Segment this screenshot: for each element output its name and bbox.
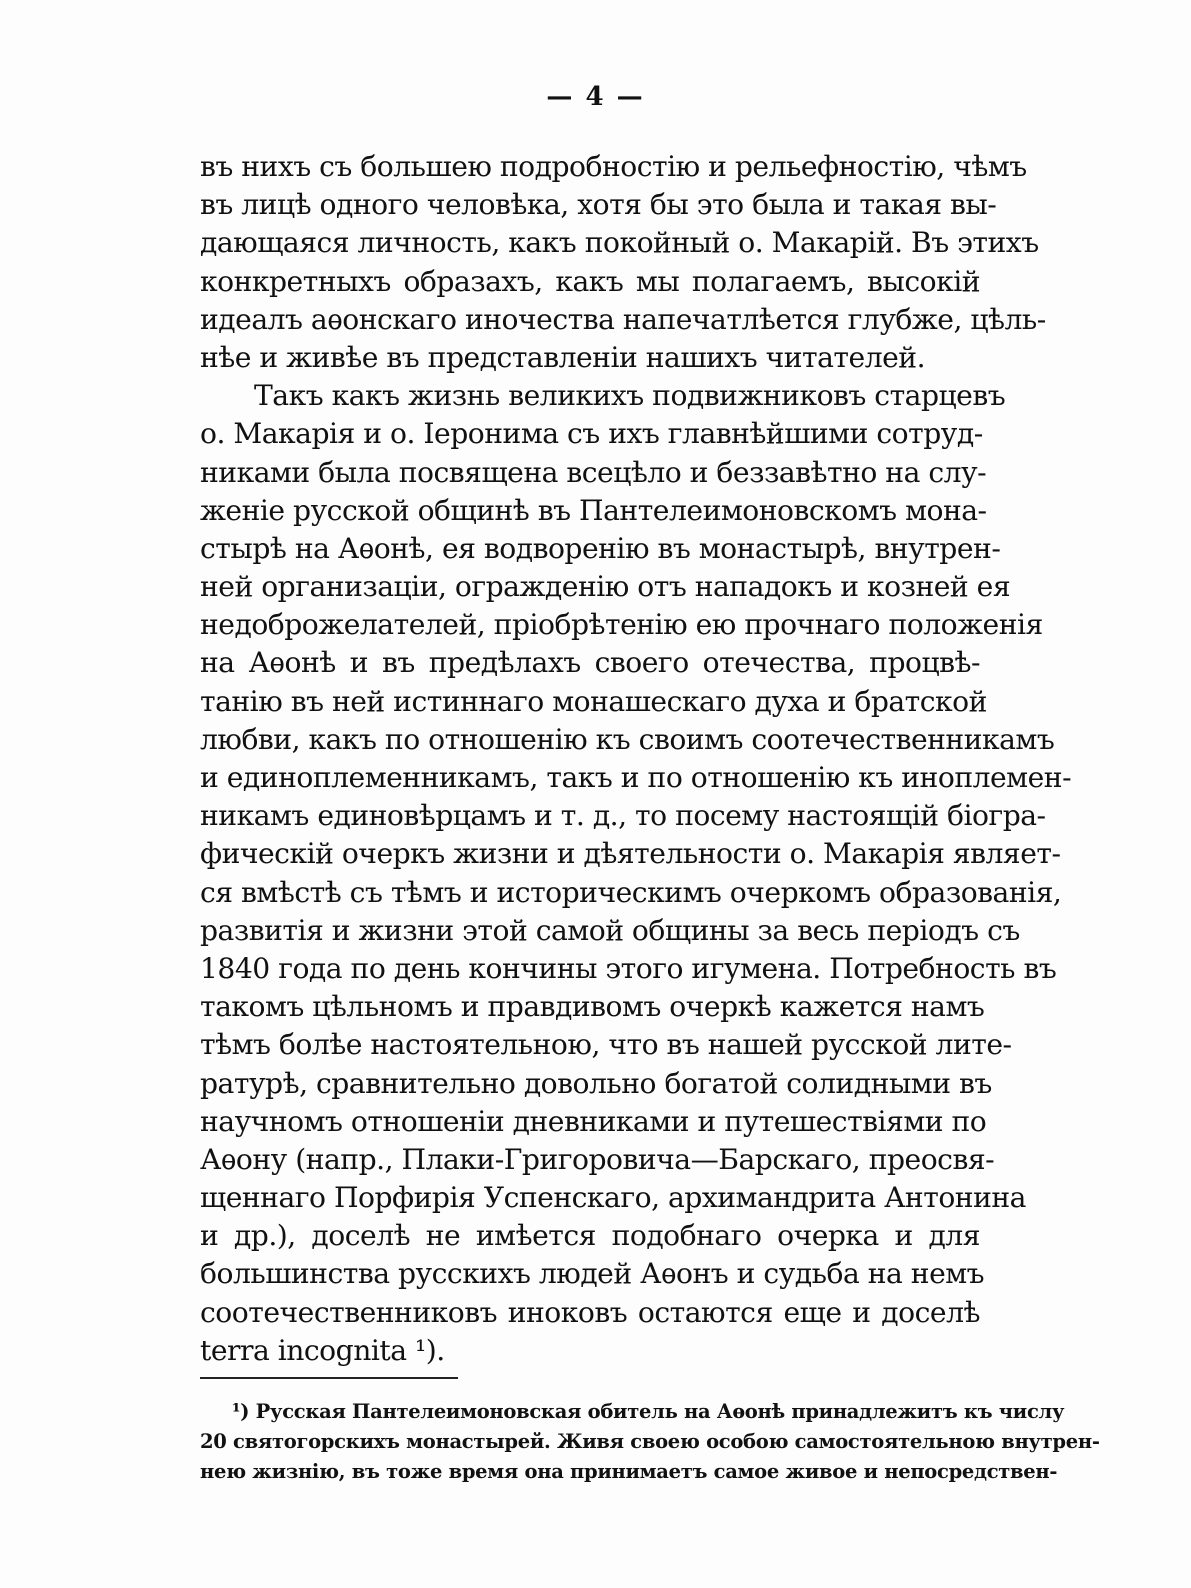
footnote-divider (200, 1377, 458, 1379)
text-line: тѣмъ болѣе настоятельною, что въ нашей русской лите- (200, 1028, 1012, 1062)
text-line: на Аѳонѣ и въ предѣлахъ своего отечества, процвѣ- (200, 646, 980, 680)
text-line: любви, какъ по отношенію къ своимъ соотечественникамъ (200, 722, 1055, 756)
text-line: щеннаго Порфирія Успенскаго, архимандрита Антонина (200, 1181, 1026, 1215)
text-line: большинства русскихъ людей Аѳонъ и судьба на немъ (200, 1257, 985, 1291)
page-number: — 4 — (546, 82, 645, 112)
text-line: о. Макарія и о. Іеронима съ ихъ главнѣйшими сотруд- (200, 417, 983, 451)
text-line: развитія и жизни этой самой общины за весь періодъ съ (200, 913, 1020, 947)
text-line: научномъ отношеніи дневниками и путешествіями по (200, 1104, 987, 1138)
text-line: 1840 года по день кончины этого игумена. Потребность въ (200, 951, 1057, 985)
text-line: ся вмѣстѣ съ тѣмъ и историческимъ очеркомъ образованія, (200, 875, 1062, 909)
text-line: ратурѣ, сравнительно довольно богатой солидными въ (200, 1066, 992, 1100)
text-line: нѣе и живѣе въ представленіи нашихъ читателей. (200, 340, 926, 374)
main-text (200, 148, 1072, 1370)
text-line: такомъ цѣльномъ и правдивомъ очеркѣ кажется намъ (200, 990, 985, 1024)
text-line: Аѳону (напр., Плаки-Григоровича—Барскаго, преосвя- (200, 1142, 995, 1176)
footnote-line: нею жизнію, въ тоже время она принимаетъ самое живое и непосредствен- (200, 1460, 1058, 1483)
text-line: недоброжелателей, пріобрѣтенію ею прочнаго положенія (200, 608, 1043, 642)
text-line: въ лицѣ одного человѣка, хотя бы это была и такая вы- (200, 188, 997, 222)
text-line: конкретныхъ образахъ, какъ мы полагаемъ, высокій (200, 264, 980, 298)
text-line: Такъ какъ жизнь великихъ подвижниковъ старцевъ (254, 379, 1006, 413)
text-line: никамъ единовѣрцамъ и т. д., то посему настоящій біогра- (200, 799, 1046, 833)
text-line: и др.), доселѣ не имѣется подобнаго очерка и для (200, 1219, 980, 1253)
text-line: ней организаціи, огражденію отъ нападокъ и козней ея (200, 570, 1011, 604)
text-line: никами была посвящена всецѣло и беззавѣтно на слу- (200, 455, 987, 489)
text-line: стырѣ на Аѳонѣ, ея водворенію въ монастырѣ, внутрен- (200, 531, 1001, 565)
text-line: и единоплеменникамъ, такъ и по отношенію къ иноплемен- (200, 761, 1072, 794)
text-line: танію въ ней истиннаго монашескаго духа и братской (200, 684, 987, 718)
text-line: идеалъ аѳонскаго иночества напечатлѣется глубже, цѣль- (200, 302, 1046, 336)
text-line: женіе русской общинѣ въ Пантелеимоновскомъ мона- (200, 493, 987, 527)
footnote-line: 20 святогорскихъ монастырей. Живя своею особою самостоятельною внутрен- (200, 1430, 1100, 1453)
footnotes (200, 1397, 1100, 1487)
footnote-line: ¹) Русская Пантелеимоновская обитель на Аѳонѣ принадлежитъ къ числу (232, 1400, 1065, 1423)
text-line: соотечественниковъ иноковъ остаются еще и доселѣ (200, 1295, 980, 1329)
text-line: въ нихъ съ большею подробностію и рельефностію, чѣмъ (200, 150, 1027, 183)
text-line: дающаяся личность, какъ покойный о. Макарій. Въ этихъ (200, 226, 1039, 260)
text-line: фическій очеркъ жизни и дѣятельности о. Макарія являет- (200, 837, 1061, 871)
text-line: terra incognita ¹). (200, 1333, 445, 1367)
